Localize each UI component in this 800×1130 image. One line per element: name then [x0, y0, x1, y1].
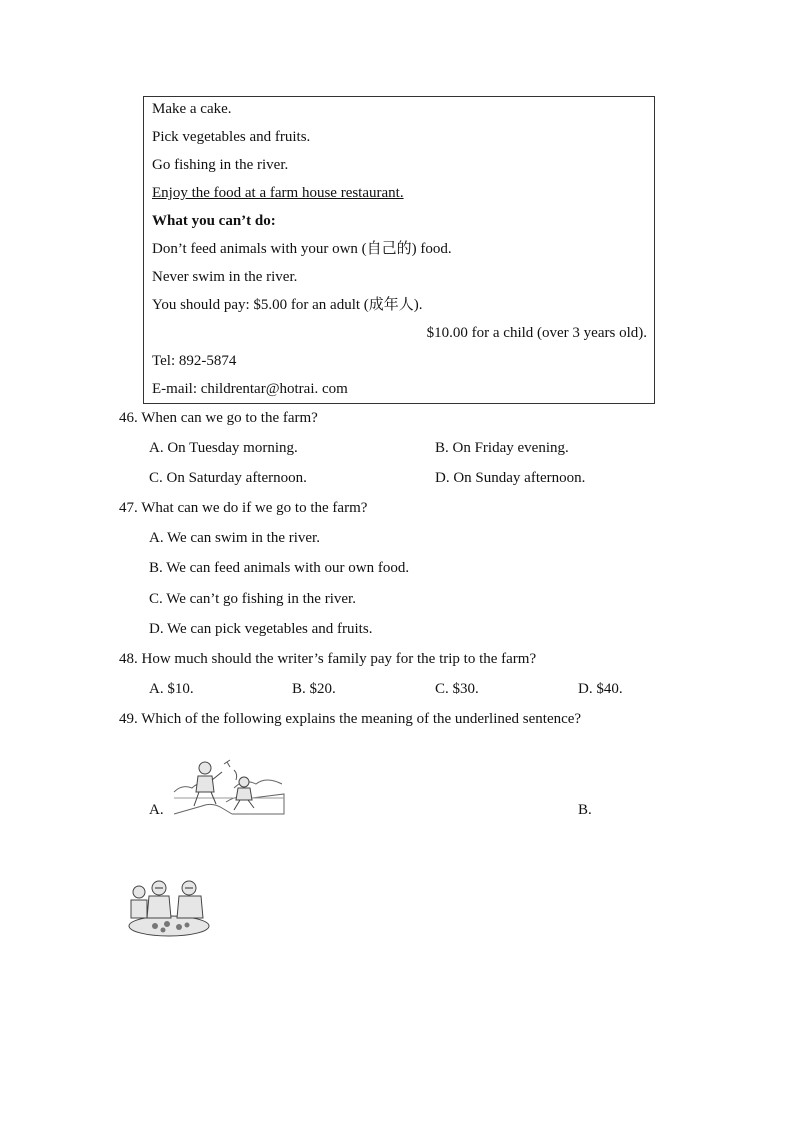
q47-option-a[interactable]: A. We can swim in the river. — [149, 530, 320, 546]
family-meal-illustration[interactable] — [125, 878, 213, 938]
q46-option-b[interactable]: B. On Friday evening. — [435, 440, 569, 456]
question-49-stem — [119, 709, 581, 729]
notice-line-email: E-mail: childrentar@hotrai. com — [152, 381, 348, 397]
q49-option-a[interactable]: A. — [149, 802, 164, 818]
notice-line-make-cake: Make a cake. — [152, 101, 232, 117]
question-48-number: 48. — [119, 651, 138, 667]
outdoor-kids-illustration[interactable] — [172, 758, 286, 816]
q46-option-a[interactable]: A. On Tuesday morning. — [149, 440, 298, 456]
q48-option-b[interactable]: B. $20. — [292, 681, 336, 697]
question-46-number: 46. — [119, 410, 138, 426]
q49-option-b[interactable]: B. — [578, 802, 592, 818]
q46-option-d[interactable]: D. On Sunday afternoon. — [435, 470, 586, 486]
question-47-stem — [119, 498, 367, 518]
question-48-stem — [119, 649, 536, 669]
question-46-text: When can we go to the farm? — [141, 410, 318, 426]
notice-line-underlined-sentence: Enjoy the food at a farm house restaurant. — [152, 185, 404, 201]
notice-line-dont-feed: Don’t feed animals with your own (自己的) food. — [152, 241, 452, 257]
q48-option-c[interactable]: C. $30. — [435, 681, 479, 697]
notice-heading-cant-do: What you can’t do: — [152, 213, 276, 229]
notice-line-never-swim: Never swim in the river. — [152, 269, 298, 285]
question-46-stem — [119, 408, 318, 428]
question-47-number: 47. — [119, 500, 138, 516]
q47-option-b[interactable]: B. We can feed animals with our own food. — [149, 560, 410, 576]
q47-option-c[interactable]: C. We can’t go fishing in the river. — [149, 591, 356, 607]
question-49-text: Which of the following explains the meaning of the underlined sentence? — [141, 711, 582, 727]
q48-option-a[interactable]: A. $10. — [149, 681, 194, 697]
notice-line-adult-price: You should pay: $5.00 for an adult (成年人). — [152, 297, 423, 313]
q47-option-d[interactable]: D. We can pick vegetables and fruits. — [149, 621, 373, 637]
notice-line-go-fishing: Go fishing in the river. — [152, 157, 289, 173]
question-48-text: How much should the writer’s family pay for the trip to the farm? — [141, 651, 537, 667]
notice-line-child-price: $10.00 for a child (over 3 years old). — [426, 325, 647, 341]
q46-option-c[interactable]: C. On Saturday afternoon. — [149, 470, 307, 486]
notice-line-tel: Tel: 892-5874 — [152, 353, 237, 369]
q48-option-d[interactable]: D. $40. — [578, 681, 623, 697]
farm-notice-box — [143, 96, 655, 404]
notice-line-pick-vegetables: Pick vegetables and fruits. — [152, 129, 311, 145]
question-49-number: 49. — [119, 711, 138, 727]
question-47-text: What can we do if we go to the farm? — [141, 500, 368, 516]
